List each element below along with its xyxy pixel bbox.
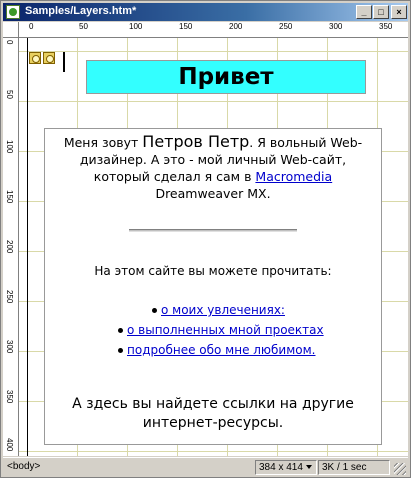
hobbies-link[interactable]: о моих увлечениях: — [161, 303, 285, 317]
bullet-icon — [118, 328, 123, 333]
window-size-popup[interactable] — [255, 460, 317, 475]
content-layer[interactable] — [44, 128, 382, 445]
ruler-label: 300 — [329, 22, 343, 31]
ruler-label: 150 — [179, 22, 193, 31]
bullet-icon — [118, 348, 123, 353]
link-list — [45, 300, 381, 360]
ruler-label: 400 — [5, 438, 14, 452]
list-item — [45, 320, 381, 340]
minimize-button[interactable]: _ — [356, 5, 372, 19]
ruler-label: 250 — [279, 22, 293, 31]
tag-selector[interactable]: <body> — [7, 461, 41, 472]
vertical-ruler — [3, 38, 19, 456]
ruler-label: 350 — [379, 22, 393, 31]
status-bar — [3, 457, 408, 477]
bullet-icon — [152, 308, 157, 313]
intro-suffix: Dreamweaver MX. — [155, 186, 271, 201]
ruler-label: 350 — [5, 390, 14, 404]
resize-grip-icon[interactable] — [394, 463, 406, 475]
intro-paragraph — [45, 133, 381, 202]
ruler-label: 50 — [5, 90, 14, 99]
ruler-label: 0 — [5, 40, 14, 45]
close-button[interactable]: × — [391, 5, 407, 19]
layer-marker-icon[interactable] — [43, 52, 55, 64]
heading-layer[interactable]: Привет — [86, 60, 366, 94]
window-size-label: 384 x 414 — [259, 462, 303, 473]
projects-link[interactable]: о выполненных мной проектах — [127, 323, 324, 337]
ruler-label: 200 — [5, 240, 14, 254]
ruler-label: 200 — [229, 22, 243, 31]
insertion-cursor — [63, 52, 65, 72]
ruler-label: 150 — [5, 190, 14, 204]
layer-marker-icon[interactable] — [29, 52, 41, 64]
intro-middle: . Я вольный Web-дизайнер. А это - мой личный Web-сайт, который сделал я сам в — [79, 135, 363, 184]
window-title: Samples/Layers.htm* — [25, 5, 137, 17]
ruler-label: 100 — [129, 22, 143, 31]
dropdown-arrow-icon — [306, 465, 312, 469]
horizontal-rule — [129, 229, 297, 232]
about-me-link[interactable]: подробнее обо мне любимом. — [127, 343, 316, 357]
intro-prefix: Меня зовут — [63, 135, 143, 150]
file-size-indicator: 3K / 1 sec — [318, 460, 390, 475]
horizontal-ruler — [19, 22, 408, 38]
links-heading: На этом сайте вы можете прочитать: — [94, 264, 332, 278]
document-icon — [6, 5, 20, 19]
design-canvas[interactable] — [19, 38, 408, 456]
ruler-label: 250 — [5, 290, 14, 304]
title-bar[interactable] — [3, 3, 408, 21]
outro-paragraph: А здесь вы найдете ссылки на другие интернет-ресурсы. — [72, 396, 354, 431]
ruler-label: 100 — [5, 140, 14, 154]
layer-markers — [29, 52, 57, 67]
list-item — [45, 340, 381, 360]
macromedia-link[interactable]: Macromedia — [255, 169, 333, 184]
maximize-button[interactable]: □ — [373, 5, 389, 19]
ruler-label: 50 — [79, 22, 88, 31]
ruler-label: 300 — [5, 340, 14, 354]
author-name: Петров Петр — [142, 132, 250, 151]
ruler-label: 0 — [29, 22, 34, 31]
list-item — [45, 300, 381, 320]
ruler-origin[interactable] — [3, 22, 19, 38]
